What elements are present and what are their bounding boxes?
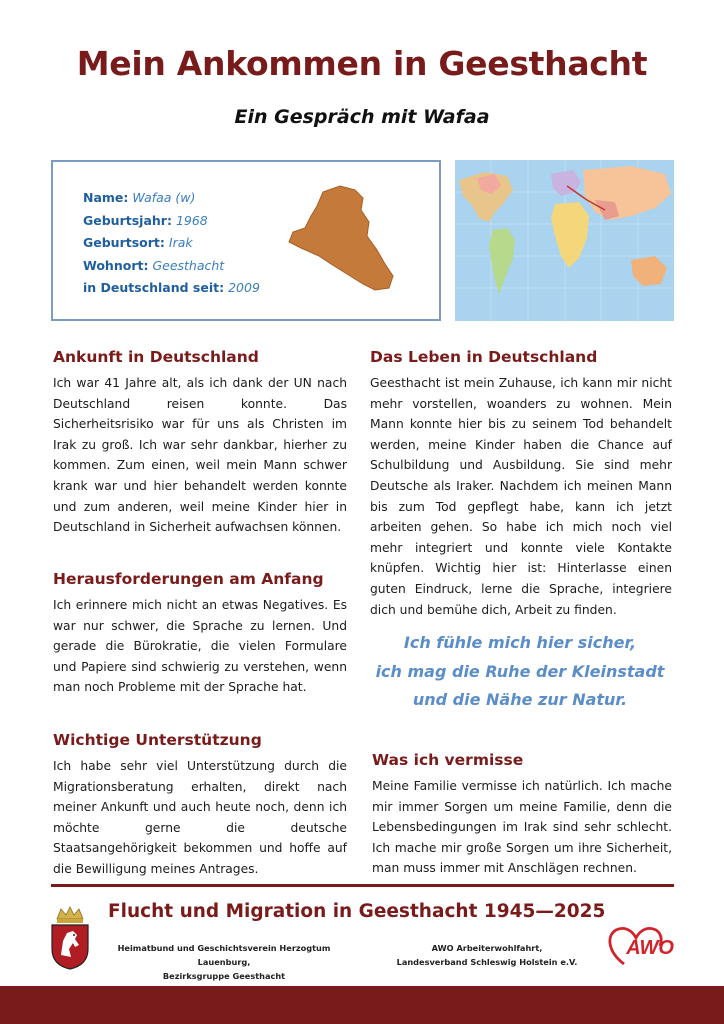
- section-heading: Herausforderungen am Anfang: [53, 570, 324, 588]
- section-support: [53, 731, 347, 880]
- profile-value: Irak: [168, 235, 193, 250]
- section-heading: Was ich vermisse: [372, 751, 524, 769]
- bottom-bar: [0, 986, 724, 1024]
- org-awo: [392, 941, 582, 969]
- section-challenges: [53, 570, 347, 698]
- profile-row: [83, 187, 260, 210]
- pull-quote: [370, 629, 670, 715]
- section-life: [370, 348, 672, 620]
- iraq-map-icon: [285, 184, 400, 294]
- quote-line: und die Nähe zur Natur.: [412, 690, 628, 709]
- org-line: AWO Arbeiterwohlfahrt,: [431, 943, 543, 953]
- org-line: Landesverband Schleswig Holstein e.V.: [396, 957, 578, 967]
- profile-value: 2009: [228, 280, 260, 295]
- awo-logo: [604, 922, 676, 968]
- coat-of-arms-icon: [49, 905, 91, 971]
- section-heading: Wichtige Unterstützung: [53, 731, 262, 749]
- section-text: Ich habe sehr viel Unterstützung durch die Migrationsberatung erhalten, direkt nach meiner Ankunft und auch heute noch, denn ich möchte gerne die deutsche Staatsangehörigkeit bekommen und hoffe auf die Bewilligung meines Antrages.: [53, 759, 347, 876]
- page-title: Mein Ankommen in Geesthacht: [76, 44, 648, 83]
- profile-value: 1968: [175, 212, 208, 228]
- profile-value: Wafaa (w): [132, 190, 196, 205]
- org-heimatbund: [106, 941, 342, 983]
- section-miss: [372, 751, 672, 879]
- profile-label: in Deutschland seit:: [83, 280, 225, 295]
- section-heading: Das Leben in Deutschland: [370, 348, 598, 366]
- profile-row: [83, 255, 260, 278]
- quote-line: ich mag die Ruhe der Kleinstadt: [375, 661, 665, 681]
- section-text: Ich erinnere mich nicht an etwas Negatives. Es war nur schwer, die Sprache zu lernen. Und gerade die Bürokratie, die vielen Formulare und Papiere sind schwierig zu verstehen, wenn man noch Probleme mit der Sprache hat.: [53, 598, 347, 695]
- section-heading: Ankunft in Deutschland: [53, 348, 259, 366]
- profile-box: [51, 160, 441, 321]
- section-arrival: [53, 348, 347, 538]
- profile-list: [83, 187, 260, 300]
- profile-row: [83, 277, 260, 300]
- profile-label: Geburtsort:: [83, 235, 165, 250]
- world-map-image: [455, 160, 674, 321]
- profile-label: Wohnort:: [83, 257, 149, 273]
- profile-label: Geburtsjahr:: [83, 212, 172, 228]
- awo-logo-text: AWO: [626, 937, 674, 959]
- profile-label: Name:: [83, 190, 129, 205]
- section-text: Ich war 41 Jahre alt, als ich dank der UN nach Deutschland reisen konnte. Das Sicherheitsrisiko war für uns als Christen im Irak zu groß. Ich war sehr dankbar, hierher zu kommen. Zum einen, weil mein Mann schwer krank war und hier behandelt werden konnte und zum anderen, weil meine Kinder hier in Deutschland in Sicherheit aufwachsen können.: [53, 376, 347, 535]
- section-text: Meine Familie vermisse ich natürlich. Ich mache mir immer Sorgen um meine Familie, denn die Lebensbedingungen im Irak sind sehr schlecht. Ich mache mir große Sorgen um ihre Sicherheit, man muss immer mit Anschlägen rechnen.: [372, 779, 672, 876]
- profile-row: [83, 232, 260, 255]
- section-text: Geesthacht ist mein Zuhause, ich kann mir nicht mehr vorstellen, woanders zu wohnen. Mein Mann konnte hier bis zu seinem Tod behandelt werden, meine Kinder haben die Chance auf Schulbildung und Ausbildung. Sie sind mehr Deutsche als Iraker. Nachdem ich meinen Mann bis zum Tod gepflegt habe, kann ich jetzt arbeiten gehen. So habe ich mich noch viel mehr integriert und konnte viele Kontakte knüpfen. Wichtig hier ist: Hinterlasse einen guten Eindruck, lerne die Sprache, integriere dich und bemühe dich, Arbeit zu finden.: [370, 376, 672, 617]
- page-subtitle: Ein Gespräch mit Wafaa: [234, 106, 490, 128]
- footer-divider: [51, 884, 674, 887]
- org-line: Bezirksgruppe Geesthacht: [162, 971, 286, 981]
- footer-title: Flucht und Migration in Geesthacht 1945—2025: [108, 901, 606, 922]
- profile-row: [83, 210, 260, 233]
- org-line: Heimatbund und Geschichtsverein Herzogtum Lauenburg,: [117, 943, 331, 967]
- profile-value: Geesthacht: [152, 257, 225, 273]
- quote-line: Ich fühle mich hier sicher,: [403, 633, 637, 652]
